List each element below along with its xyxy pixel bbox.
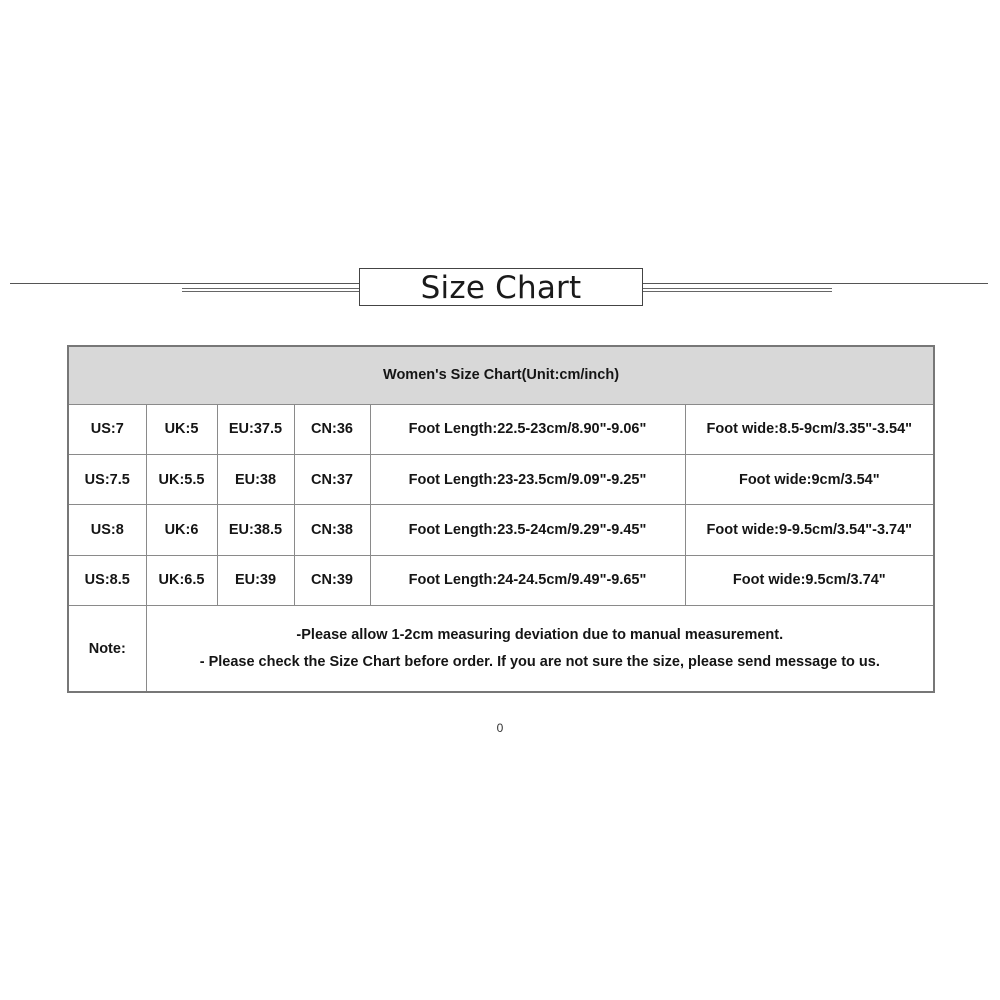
note-label: Note: bbox=[68, 606, 146, 692]
table-header: Women's Size Chart(Unit:cm/inch) bbox=[68, 346, 934, 404]
table-row bbox=[68, 404, 934, 454]
us-size-cell: US:7 bbox=[68, 404, 146, 454]
note-line-deviation: -Please allow 1-2cm measuring deviation due to manual measurement. bbox=[296, 626, 784, 643]
foot-length-cell: Foot Length:23-23.5cm/9.09"-9.25" bbox=[370, 454, 685, 504]
size-chart-title-box bbox=[359, 268, 643, 306]
note-line-check-chart: - Please check the Size Chart before order. If you are not sure the size, please send message to us. bbox=[199, 653, 880, 670]
foot-width-cell: Foot wide:8.5-9cm/3.35"-3.54" bbox=[685, 404, 934, 454]
note-content bbox=[146, 606, 934, 692]
size-chart-table bbox=[67, 345, 935, 693]
foot-length-cell: Foot Length:23.5-24cm/9.29"-9.45" bbox=[370, 505, 685, 555]
foot-length-cell: Foot Length:22.5-23cm/8.90"-9.06" bbox=[370, 404, 685, 454]
uk-size-cell: UK:5 bbox=[146, 404, 217, 454]
cn-size-cell: CN:38 bbox=[294, 505, 370, 555]
foot-width-cell: Foot wide:9-9.5cm/3.54"-3.74" bbox=[685, 505, 934, 555]
size-chart-title: Size Chart bbox=[420, 269, 582, 306]
uk-size-cell: UK:6 bbox=[146, 505, 217, 555]
eu-size-cell: EU:39 bbox=[217, 555, 294, 605]
foot-width-cell: Foot wide:9.5cm/3.74" bbox=[685, 555, 934, 605]
foot-width-cell: Foot wide:9cm/3.54" bbox=[685, 454, 934, 504]
eu-size-cell: EU:37.5 bbox=[217, 404, 294, 454]
table-row bbox=[68, 454, 934, 504]
cn-size-cell: CN:36 bbox=[294, 404, 370, 454]
table-row bbox=[68, 555, 934, 605]
us-size-cell: US:8 bbox=[68, 505, 146, 555]
table-row bbox=[68, 505, 934, 555]
us-size-cell: US:8.5 bbox=[68, 555, 146, 605]
table-header-row bbox=[68, 346, 934, 404]
eu-size-cell: EU:38 bbox=[217, 454, 294, 504]
uk-size-cell: UK:5.5 bbox=[146, 454, 217, 504]
eu-size-cell: EU:38.5 bbox=[217, 505, 294, 555]
page-marker: 0 bbox=[496, 721, 504, 735]
uk-size-cell: UK:6.5 bbox=[146, 555, 217, 605]
us-size-cell: US:7.5 bbox=[68, 454, 146, 504]
note-row bbox=[68, 606, 934, 692]
cn-size-cell: CN:39 bbox=[294, 555, 370, 605]
cn-size-cell: CN:37 bbox=[294, 454, 370, 504]
foot-length-cell: Foot Length:24-24.5cm/9.49"-9.65" bbox=[370, 555, 685, 605]
